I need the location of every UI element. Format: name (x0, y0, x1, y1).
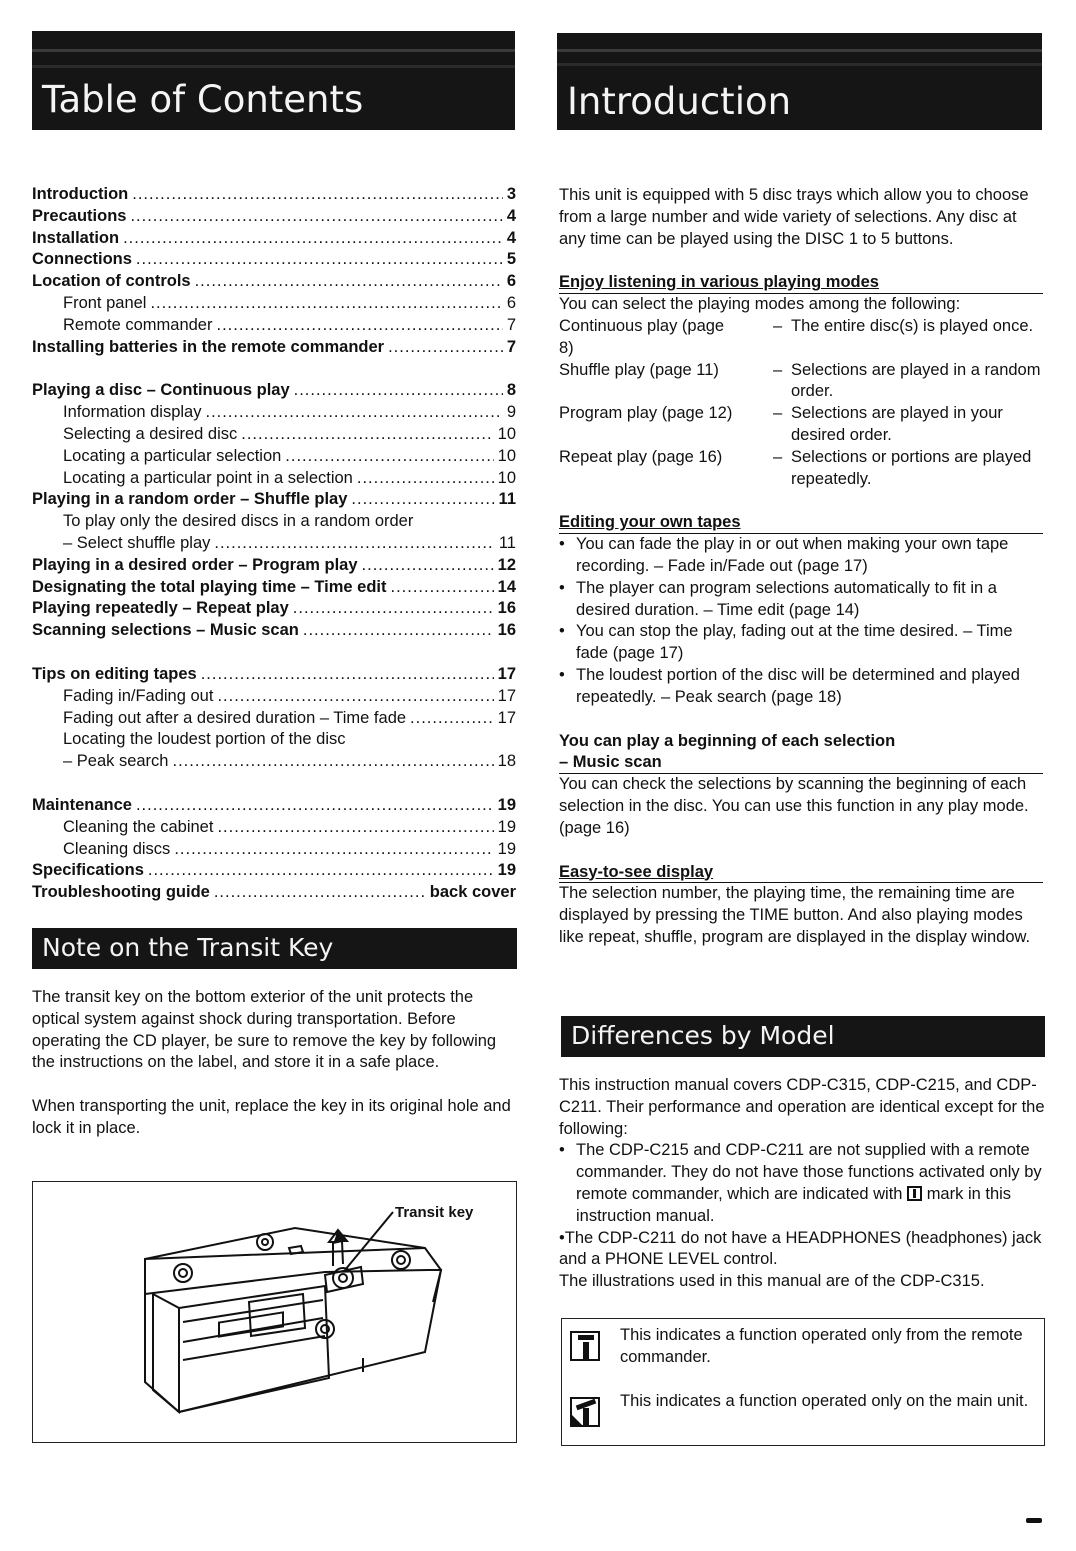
modes-heading: Enjoy listening in various playing modes (559, 272, 1043, 294)
mode-description: The entire disc(s) is played once. (791, 316, 1034, 335)
toc-entry (32, 271, 516, 293)
toc-entry (32, 729, 516, 751)
toc-entry (32, 249, 516, 271)
diff-title: Differences by Model (571, 1021, 835, 1050)
toc-entry-label: Fading out after a desired duration – Time fade (63, 708, 407, 727)
display-paragraph: The selection number, the playing time, the remaining time are displayed by pressing the TIME button. And also playing modes like repeat, shuffle, program are displayed in the display window. (559, 884, 1031, 946)
toc-list (32, 184, 516, 904)
toc-entry-page: 14 (497, 577, 516, 596)
toc-entry-page: 7 (506, 315, 516, 334)
toc-entry (32, 839, 516, 861)
toc-leader-dots (216, 315, 502, 337)
mode-dash: – (773, 360, 783, 379)
remote-only-icon (907, 1186, 922, 1201)
toc-entry-page: 19 (497, 861, 516, 880)
intro-column (559, 185, 1043, 949)
toc-entry-page: 16 (497, 621, 516, 640)
toc-entry-page: 16 (497, 599, 516, 618)
edit-item: • You can stop the play, fading out at the time desired. – Time fade (page 17) (559, 621, 1043, 665)
toc-leader-dots (217, 817, 493, 839)
toc-entry-page: 4 (506, 228, 516, 247)
toc-gap (32, 773, 516, 795)
toc-entry-label: Cleaning the cabinet (63, 817, 214, 836)
toc-leader-dots (195, 271, 503, 293)
toc-leader-dots (206, 402, 503, 424)
toc-leader-dots (136, 795, 494, 817)
toc-entry-label: – Select shuffle play (63, 533, 211, 552)
mode-row (559, 447, 1043, 491)
toc-entry-label: – Peak search (63, 752, 169, 771)
edit-list (559, 534, 1043, 708)
toc-leader-dots (303, 620, 494, 642)
toc-entry-label: Specifications (32, 861, 144, 880)
mode-name: Program play (page 12) (559, 404, 733, 423)
toc-leader-dots (241, 424, 493, 446)
toc-leader-dots (201, 664, 494, 686)
toc-leader-dots (351, 489, 494, 511)
mode-dash: – (773, 404, 783, 423)
toc-entry-page: 17 (497, 708, 516, 727)
toc-leader-dots (362, 555, 494, 577)
toc-entry-page: 11 (498, 490, 516, 509)
diff-paragraph: This instruction manual covers CDP-C315, CDP-C215, and CDP-C211. Their performance and operation are identical except for the following: (559, 1076, 1045, 1138)
toc-entry-page: 19 (497, 795, 516, 814)
toc-leader-dots (123, 228, 503, 250)
toc-entry-label: Designating the total playing time – Time edit (32, 577, 387, 596)
legend-main-unit: This indicates a function operated only on the main unit. (570, 1391, 1040, 1427)
mode-row (559, 360, 1043, 404)
edit-item: • You can fade the play in or out when making your own tape recording. – Fade in/Fade out (page 17) (559, 534, 1043, 578)
legend-box (561, 1318, 1045, 1446)
toc-entry (32, 402, 516, 424)
toc-leader-dots (388, 337, 503, 359)
toc-entry-page: 10 (497, 424, 516, 443)
edit-item: • The loudest portion of the disc will be determined and played repeatedly. – Peak search (page 18) (559, 665, 1043, 709)
toc-leader-dots (136, 249, 503, 271)
toc-leader-dots (172, 751, 493, 773)
toc-entry-label: Scanning selections – Music scan (32, 621, 299, 640)
toc-entry-label: Playing a disc – Continuous play (32, 381, 290, 400)
toc-entry-page: 5 (506, 250, 516, 269)
toc-leader-dots (150, 293, 502, 315)
remote-commander-icon (570, 1331, 600, 1361)
toc-leader-dots (214, 533, 494, 555)
toc-entry (32, 817, 516, 839)
toc-entry (32, 751, 516, 773)
toc-leader-dots (357, 468, 494, 490)
toc-entry-page: 6 (506, 293, 516, 312)
toc-entry-label: Installation (32, 228, 120, 247)
toc-entry (32, 598, 516, 620)
mode-description: Selections or portions are played repeatedly. (791, 447, 1032, 488)
toc-entry-page: 10 (497, 446, 516, 465)
toc-entry-page: 19 (497, 817, 516, 836)
mode-name: Shuffle play (page 11) (559, 360, 719, 379)
toc-entry-page: 6 (506, 272, 516, 291)
mode-name: Repeat play (page 16) (559, 447, 723, 466)
toc-entry (32, 184, 516, 206)
toc-leader-dots (174, 839, 493, 861)
toc-entry-page: 12 (497, 555, 516, 574)
toc-entry-page: 17 (497, 686, 516, 705)
toc-entry-label: Playing repeatedly – Repeat play (32, 599, 289, 618)
toc-entry-label: Remote commander (63, 315, 213, 334)
page-number-mark (1026, 1518, 1042, 1523)
toc-entry-label: Tips on editing tapes (32, 664, 197, 683)
toc-leader-dots (285, 446, 493, 468)
mode-dash: – (773, 316, 783, 335)
toc-entry-label: Playing in a desired order – Program play (32, 555, 358, 574)
toc-leader-dots (148, 860, 494, 882)
toc-title: Table of Contents (42, 78, 364, 121)
diff-text (559, 1075, 1045, 1293)
toc-entry-label: Locating a particular point in a selection (63, 468, 353, 487)
diff-paragraph-2: The illustrations used in this manual are of the CDP-C315. (559, 1272, 985, 1291)
edit-heading: Editing your own tapes (559, 512, 1043, 534)
toc-entry (32, 228, 516, 250)
mode-row (559, 316, 1043, 360)
toc-leader-dots (130, 206, 502, 228)
toc-entry (32, 795, 516, 817)
toc-leader-dots (214, 882, 426, 904)
toc-entry (32, 860, 516, 882)
toc-entry-page: 18 (497, 752, 516, 771)
toc-entry-label: Introduction (32, 185, 129, 203)
toc-entry-label: Playing in a random order – Shuffle play (32, 490, 348, 509)
toc-entry (32, 882, 516, 904)
modes-table (559, 316, 1043, 490)
toc-entry (32, 337, 516, 359)
toc-entry-page: 19 (497, 839, 516, 858)
toc-gap (32, 642, 516, 664)
mode-name: Continuous play (page 8) (559, 316, 725, 357)
toc-entry-label: Precautions (32, 206, 127, 225)
toc-entry (32, 686, 516, 708)
scan-paragraph: You can check the selections by scanning the beginning of each selection in the disc. You can use this function in any play mode. (page 16) (559, 775, 1029, 837)
toc-entry (32, 424, 516, 446)
toc-leader-dots (294, 380, 503, 402)
toc-entry-label: Front panel (63, 293, 147, 312)
toc-entry-page: back cover (429, 883, 516, 902)
diff-item-2: •The CDP-C211 do not have a HEADPHONES (headphones) jack and a PHONE LEVEL control. (559, 1228, 1042, 1269)
toc-entry-label: Connections (32, 250, 132, 269)
toc-entry-label: To play only the desired discs in a random order (63, 512, 414, 531)
edit-item: • The player can program selections automatically to fit in a desired duration. – Time edit (page 14) (559, 578, 1043, 622)
toc-entry-page: 3 (506, 185, 516, 203)
mode-description: Selections are played in your desired order. (791, 404, 1003, 444)
toc-entry (32, 664, 516, 686)
legend-remote: This indicates a function operated only from the remote commander. (570, 1325, 1040, 1369)
transit-key-illustration (32, 1181, 517, 1443)
transit-key-label: Transit key (395, 1204, 474, 1221)
mode-dash: – (773, 447, 783, 466)
toc-entry-label: Locating a particular selection (63, 446, 282, 465)
intro-title: Introduction (567, 80, 792, 123)
toc-entry (32, 380, 516, 402)
toc-entry (32, 468, 516, 490)
toc-entry (32, 511, 516, 533)
toc-leader-dots (132, 184, 503, 206)
toc-entry (32, 620, 516, 642)
toc-entry-label: Troubleshooting guide (32, 883, 210, 902)
mode-row (559, 403, 1043, 447)
diff-item-1: • The CDP-C215 and CDP-C211 are not supplied with a remote commander. They do not have those functions activated only by remote commander, which are indicated with mark in this instruction manual. (559, 1140, 1045, 1227)
toc-entry (32, 489, 516, 511)
toc-entry-label: Selecting a desired disc (63, 424, 238, 443)
toc-entry-label: Maintenance (32, 795, 132, 814)
toc-entry (32, 577, 516, 599)
transit-paragraph-1: The transit key on the bottom exterior of the unit protects the optical system against shock during transportation. Before operating the CD player, be sure to remove the key by following the instructions on the label, and store it in a safe place. (32, 988, 497, 1072)
intro-paragraph: This unit is equipped with 5 disc trays which allow you to choose from a large number and wide variety of selections. Any disc at any time can be played using the DISC 1 to 5 buttons. (559, 186, 1029, 248)
toc-leader-dots (293, 598, 494, 620)
toc-entry-label: Locating the loudest portion of the disc (63, 730, 346, 749)
main-unit-icon (570, 1397, 600, 1427)
toc-entry-label: Cleaning discs (63, 839, 171, 858)
toc-entry-page: 11 (498, 533, 516, 552)
toc-entry (32, 293, 516, 315)
toc-leader-dots (410, 708, 494, 730)
toc-entry (32, 315, 516, 337)
toc-leader-dots (391, 577, 494, 599)
toc-leader-dots (217, 686, 493, 708)
transit-banner (32, 928, 517, 969)
transit-text (32, 987, 518, 1140)
toc-entry-page: 10 (497, 468, 516, 487)
transit-title: Note on the Transit Key (42, 933, 334, 962)
toc-entry-page: 9 (506, 403, 516, 422)
toc-banner (32, 31, 515, 130)
toc-entry-label: Information display (63, 403, 202, 422)
toc-entry-page: 8 (506, 381, 516, 400)
toc-gap (32, 358, 516, 380)
diff-banner (561, 1016, 1045, 1057)
mode-description: Selections are played in a random order. (791, 360, 1041, 401)
transit-paragraph-2: When transporting the unit, replace the key in its original hole and lock it in place. (32, 1097, 511, 1137)
toc-entry-page: 17 (497, 664, 516, 683)
toc-entry (32, 446, 516, 468)
display-heading: Easy-to-see display (559, 862, 1043, 884)
toc-entry-label: Fading in/Fading out (63, 686, 214, 705)
modes-lead: You can select the playing modes among the following: (559, 295, 961, 314)
toc-entry-page: 7 (506, 337, 516, 356)
toc-entry (32, 555, 516, 577)
scan-heading-line-1: You can play a beginning of each selection (559, 731, 896, 750)
toc-entry (32, 206, 516, 228)
toc-entry-label: Location of controls (32, 272, 191, 291)
toc-entry-page: 4 (506, 206, 516, 225)
intro-banner (557, 33, 1042, 130)
toc-entry (32, 533, 516, 555)
scan-heading-line-2: – Music scan (559, 752, 1043, 774)
toc-entry (32, 708, 516, 730)
toc-entry-label: Installing batteries in the remote commander (32, 337, 385, 356)
